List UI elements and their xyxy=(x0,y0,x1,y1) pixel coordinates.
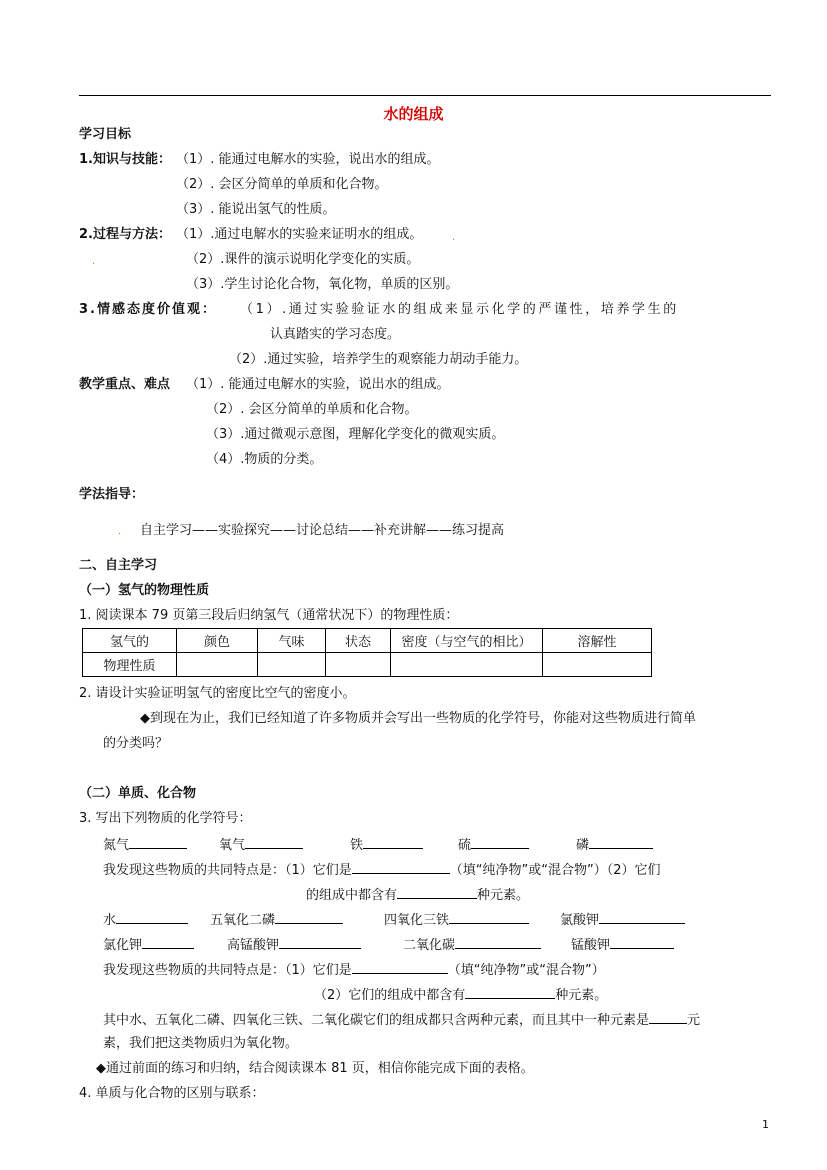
answer-blank[interactable] xyxy=(275,910,343,924)
objectives-heading: 学习目标 xyxy=(79,127,132,142)
table-col-color: 颜色 xyxy=(177,629,258,653)
table-col-state: 状态 xyxy=(326,629,391,653)
answer-blank[interactable] xyxy=(352,860,450,874)
substance-co2: 二氧化碳 xyxy=(403,935,541,955)
page-number: 1 xyxy=(762,1118,769,1131)
table-cell-blank[interactable] xyxy=(326,653,391,677)
table-note: ◆通过前面的练习和归纳，结合阅读课本 81 页，相信你能完成下面的表格。 xyxy=(96,1061,534,1076)
question-1: 1. 阅读课本 79 页第三段后归纳氢气（通常状况下）的物理性质： xyxy=(79,608,459,623)
answer-blank[interactable] xyxy=(471,835,529,849)
answer-blank[interactable] xyxy=(352,960,448,974)
attitude-label: 3.情感态度价值观： xyxy=(79,302,217,317)
table-row-header: 氢气的 xyxy=(83,629,177,653)
stray-mark: . xyxy=(92,256,96,267)
knowledge-item-1: （1）. 能通过电解水的实验，说出水的组成。 xyxy=(176,152,440,167)
method-heading: 学法指导： xyxy=(79,487,145,502)
method-flow: 自主学习——实验探究——讨论总结——补充讲解——练习提高 xyxy=(140,523,505,538)
classification-note-cont: 的分类吗？ xyxy=(103,736,169,751)
substance-sulfur: 硫 xyxy=(458,835,529,855)
keypoints-item-1: （1）. 能通过电解水的实验，说出水的组成。 xyxy=(186,377,450,392)
answer-blank[interactable] xyxy=(455,935,541,949)
knowledge-label: 1.知识与技能： xyxy=(79,152,171,167)
finding-1-cont: 的组成中都含有 种元素。 xyxy=(306,885,529,905)
substance-kclo3: 氯酸钾 xyxy=(560,910,685,930)
part1-heading: （一）氢气的物理性质 xyxy=(79,583,210,598)
page-title: 水的组成 xyxy=(383,105,444,123)
substance-oxygen: 氧气 xyxy=(219,835,303,855)
table-col-density: 密度（与空气的相比） xyxy=(391,629,543,653)
oxide-definition: 其中水、五氧化二磷、四氧化三铁、二氧化碳它们的组成都只含两种元素，而且其中一种元素是 元 xyxy=(103,1010,700,1030)
answer-blank[interactable] xyxy=(116,910,188,924)
substance-kmno4: 高锰酸钾 xyxy=(227,935,361,955)
keypoints-label: 教学重点、难点 xyxy=(79,377,171,392)
part2-heading: （二）单质、化合物 xyxy=(79,786,197,801)
table-col-solubility: 溶解性 xyxy=(543,629,652,653)
answer-blank[interactable] xyxy=(465,985,555,999)
answer-blank[interactable] xyxy=(129,835,187,849)
substance-p2o5: 五氧化二磷 xyxy=(210,910,343,930)
header-rule xyxy=(79,95,771,96)
keypoints-item-2: （2）. 会区分简单的单质和化合物。 xyxy=(206,402,418,417)
substance-kcl: 氯化钾 xyxy=(103,935,194,955)
answer-blank[interactable] xyxy=(610,935,674,949)
table-col-odor: 气味 xyxy=(258,629,326,653)
answer-blank[interactable] xyxy=(589,835,653,849)
attitude-item-1: （1）.通过实验验证水的组成来显示化学的严谨性，培养学生的 xyxy=(240,302,679,317)
process-label: 2.过程与方法： xyxy=(79,227,171,242)
oxide-definition-cont: 素，我们把这类物质归为氧化物。 xyxy=(103,1036,299,1051)
answer-blank[interactable] xyxy=(279,935,361,949)
table-row-header-cont: 物理性质 xyxy=(83,653,177,677)
process-item-2: （2）.课件的演示说明化学变化的实质。 xyxy=(186,252,420,267)
process-item-3: （3）.学生讨论化合物，氧化物，单质的区别。 xyxy=(186,277,459,292)
table-cell-blank[interactable] xyxy=(177,653,258,677)
answer-blank[interactable] xyxy=(245,835,303,849)
finding-2: 我发现这些物质的共同特点是：（1）它们是 （填“纯净物”或“混合物”） xyxy=(103,960,605,980)
answer-blank[interactable] xyxy=(397,885,477,899)
substance-water: 水 xyxy=(103,910,188,930)
table-cell-blank[interactable] xyxy=(391,653,543,677)
answer-blank[interactable] xyxy=(649,1010,687,1024)
substance-phosphorus: 磷 xyxy=(576,835,653,855)
stray-mark: . xyxy=(452,232,456,243)
attitude-item-2: （2）.通过实验，培养学生的观察能力胡动手能力。 xyxy=(229,352,528,367)
process-item-1: （1）.通过电解水的实验来证明水的组成。 xyxy=(176,227,423,242)
classification-note: ◆到现在为止，我们已经知道了许多物质并会写出一些物质的化学符号，你能对这些物质进行简单 xyxy=(140,711,696,726)
answer-blank[interactable] xyxy=(142,935,194,949)
substance-k2mno4: 锰酸钾 xyxy=(571,935,674,955)
substance-iron: 铁 xyxy=(350,835,423,855)
stray-mark: . xyxy=(118,526,122,537)
question-4: 4. 单质与化合物的区别与联系： xyxy=(79,1086,265,1101)
substance-nitrogen: 氮气 xyxy=(103,835,187,855)
finding-1: 我发现这些物质的共同特点是：（1）它们是 （填“纯净物”或“混合物”）（2）它们 xyxy=(103,860,661,880)
knowledge-item-3: （3）. 能说出氢气的性质。 xyxy=(176,202,336,217)
substance-fe3o4: 四氧化三铁 xyxy=(384,910,529,930)
table-cell-blank[interactable] xyxy=(258,653,326,677)
knowledge-item-2: （2）. 会区分简单的单质和化合物。 xyxy=(176,177,388,192)
answer-blank[interactable] xyxy=(599,910,685,924)
attitude-item-1-cont: 认真踏实的学习态度。 xyxy=(270,327,401,342)
self-study-heading: 二、自主学习 xyxy=(79,558,158,573)
keypoints-item-3: （3）.通过微观示意图，理解化学变化的微观实质。 xyxy=(206,427,505,442)
hydrogen-properties-table xyxy=(82,628,652,677)
keypoints-item-4: （4）.物质的分类。 xyxy=(206,452,323,467)
answer-blank[interactable] xyxy=(363,835,423,849)
answer-blank[interactable] xyxy=(449,910,529,924)
table-cell-blank[interactable] xyxy=(543,653,652,677)
finding-2-cont: （2）它们的组成中都含有 种元素。 xyxy=(314,985,607,1005)
question-3: 3. 写出下列物质的化学符号： xyxy=(79,811,252,826)
question-2: 2. 请设计实验证明氢气的密度比空气的密度小。 xyxy=(79,686,356,701)
